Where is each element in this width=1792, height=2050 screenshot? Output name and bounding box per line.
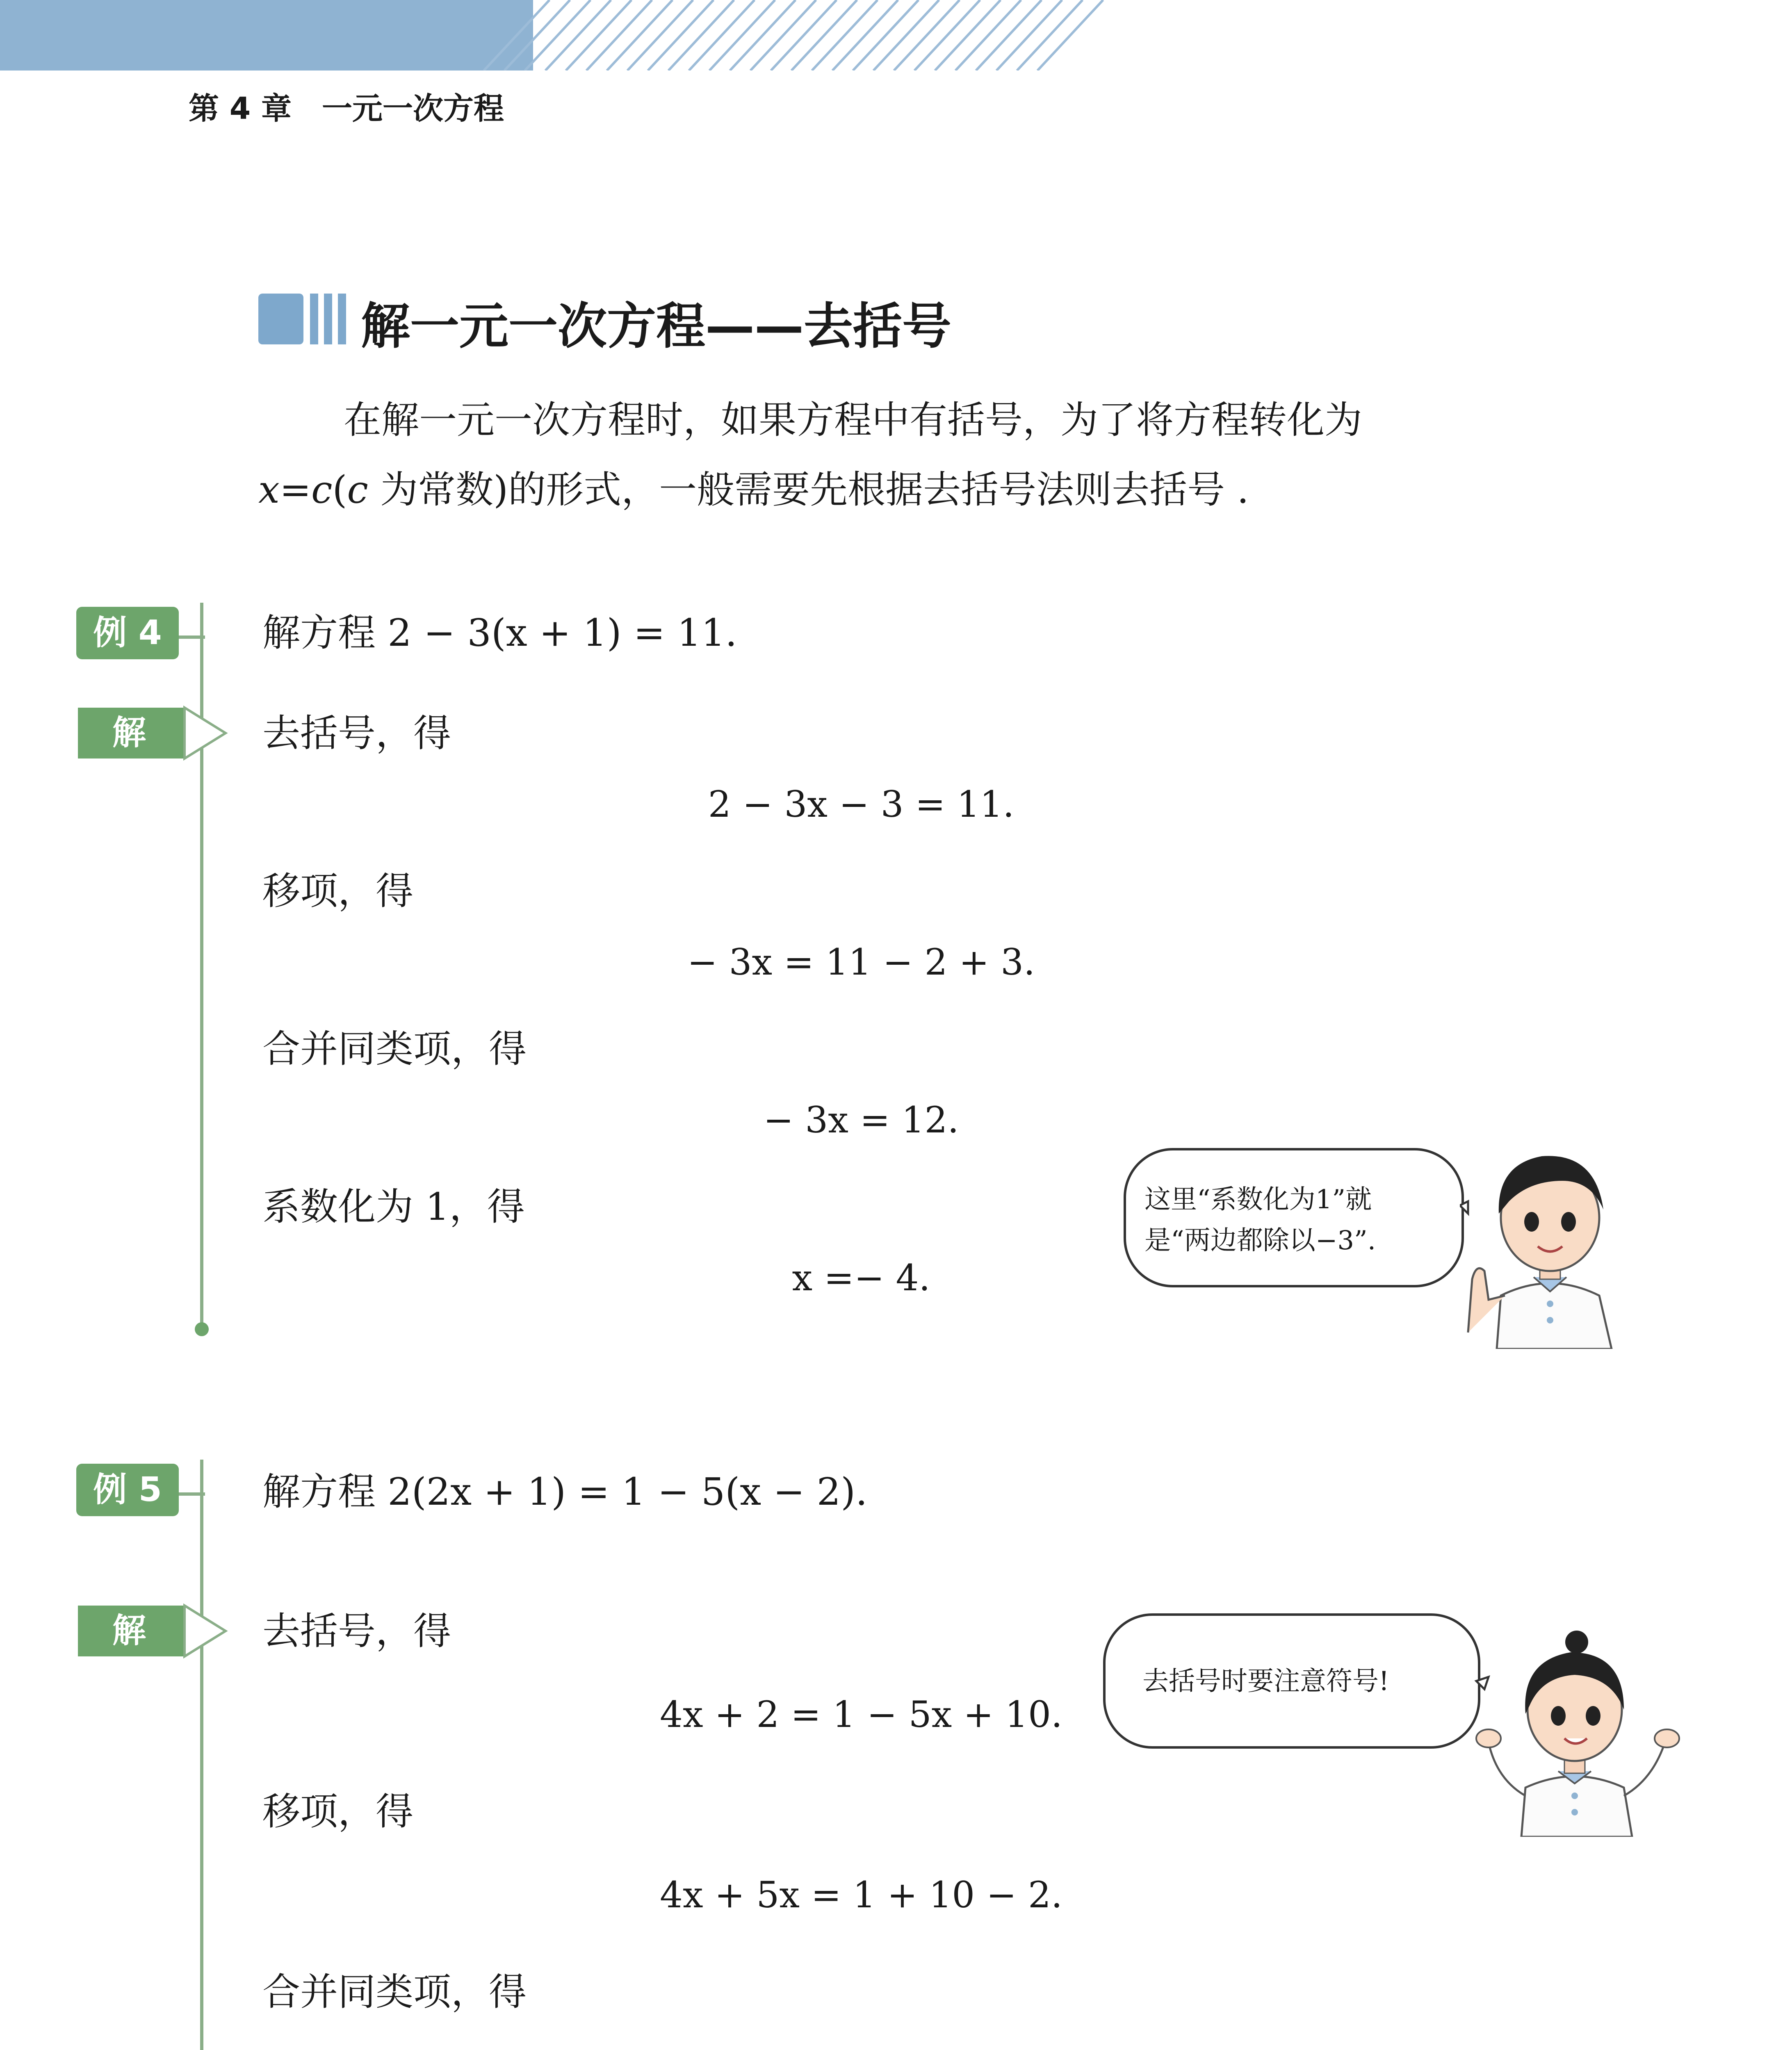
example5-timeline [200,1460,203,2050]
boy-illustration [1460,1119,1640,1349]
example5-step1-equation: 4x + 2 = 1 − 5x + 10. [660,1693,1062,1736]
example4-tag: 例 4 [76,607,179,659]
girl-illustration [1460,1607,1698,1837]
example5-solution-tag: 解 [112,1611,146,1650]
example4-solution-tag: 解 [112,713,146,752]
example5-problem: 解方程 2(2x + 1) = 1 − 5(x − 2). [262,1470,868,1514]
boy-bubble-line-1: 这里“系数化为1”就 [1145,1184,1372,1215]
example5-step2-equation: 4x + 5x = 1 + 10 − 2. [660,1874,1062,1916]
boy-speech-bubble [1124,1148,1464,1287]
girl-speech-bubble [1103,1613,1480,1749]
example4-timeline-end [195,1322,209,1336]
example4-step4-label: 系数化为 1，得 [262,1185,525,1229]
section-bar-icon [258,294,349,344]
example4-step1-label: 去括号，得 [262,711,451,755]
girl-bubble-line-1: 去括号时要注意符号! [1142,1666,1389,1697]
section-title: 解一元一次方程——去括号 [361,298,951,355]
example4-step2-equation: − 3x = 11 − 2 + 3. [687,941,1035,983]
example4-tag-connector [176,636,205,639]
header-stripes [451,0,1148,71]
example5-step1-label: 去括号，得 [262,1609,451,1653]
example5-step2-label: 移项，得 [262,1790,414,1834]
intro-line-2: x=c(c 为常数)的形式，一般需要先根据去括号法则去括号 . [258,468,1249,512]
chapter-title: 第 4 章 一元一次方程 [189,91,504,126]
example4-step3-equation: − 3x = 12. [763,1099,959,1141]
example4-step2-label: 移项，得 [262,869,414,913]
example5-tag: 例 5 [76,1464,179,1516]
example4-step4-equation: x =− 4. [792,1257,930,1299]
example4-step1-equation: 2 − 3x − 3 = 11. [708,783,1015,825]
example5-step3-label: 合并同类项，得 [262,1970,527,2014]
example4-problem: 解方程 2 − 3(x + 1) = 11. [262,611,737,655]
boy-bubble-line-2: 是“两边都除以−3”. [1145,1225,1376,1256]
example4-step3-label: 合并同类项，得 [262,1027,527,1071]
example5-tag-connector [176,1492,205,1496]
intro-line-1: 在解一元一次方程时，如果方程中有括号，为了将方程转化为 [344,398,1363,442]
